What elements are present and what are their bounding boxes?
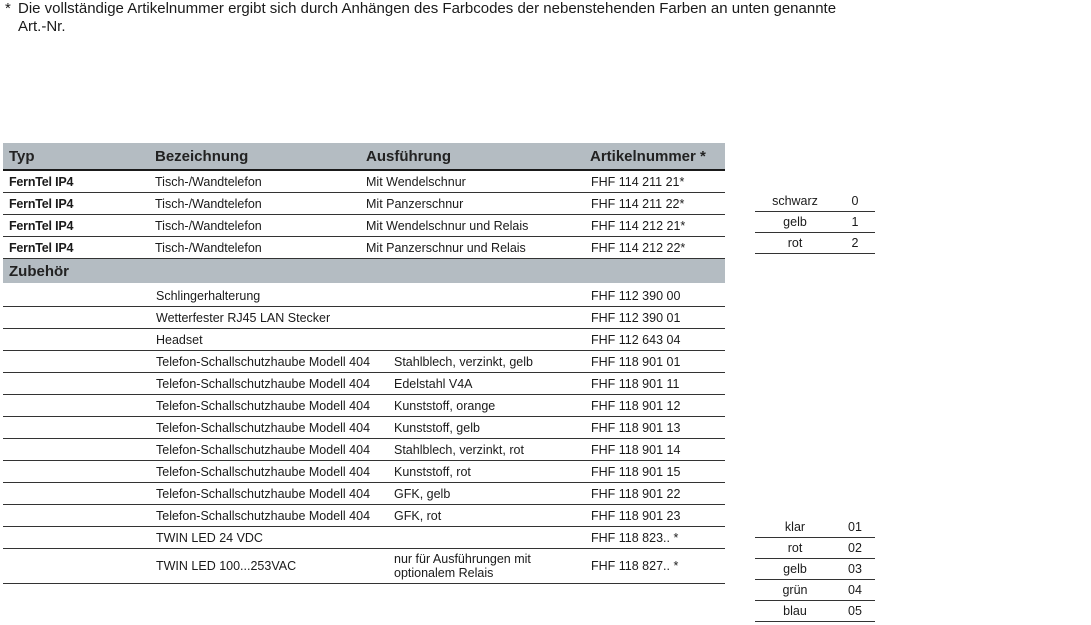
table-row — [3, 285, 725, 307]
cell-ausfuehrung: Kunststoff, rot — [394, 465, 471, 479]
color-code-table-phone — [755, 191, 875, 254]
section-header-zubehoer — [3, 259, 725, 285]
cell-ausfuehrung: Kunststoff, orange — [394, 399, 496, 413]
header-typ: Typ — [9, 148, 35, 165]
color-name: gelb — [783, 562, 807, 576]
cell-bezeichnung: Telefon-Schallschutzhaube Modell 404 — [156, 355, 371, 369]
cell-artnr: FHF 118 901 14 — [591, 443, 681, 457]
cell-bezeichnung: Telefon-Schallschutzhaube Modell 404 — [156, 487, 371, 501]
color-name: schwarz — [772, 194, 818, 208]
footnote — [5, 0, 865, 36]
cell-ausfuehrung: GFK, gelb — [394, 487, 451, 501]
cell-bezeichnung: Wetterfester RJ45 LAN Stecker — [156, 311, 331, 325]
color-code-row — [755, 538, 875, 559]
cell-bezeichnung: Telefon-Schallschutzhaube Modell 404 — [156, 465, 371, 479]
cell-artnr: FHF 112 390 00 — [591, 289, 681, 303]
table-row — [3, 215, 725, 237]
cell-artnr: FHF 118 901 01 — [591, 355, 681, 369]
color-code: 0 — [851, 194, 859, 208]
cell-artnr: FHF 114 212 21* — [591, 219, 686, 233]
color-name: klar — [784, 520, 806, 534]
cell-bezeichnung: Telefon-Schallschutzhaube Modell 404 — [156, 399, 371, 413]
color-name: grün — [782, 583, 808, 597]
cell-ausfuehrung: Stahlblech, verzinkt, rot — [394, 443, 524, 457]
header-bezeichnung: Bezeichnung — [155, 148, 249, 165]
table-row — [3, 527, 725, 549]
cell-artnr: FHF 114 212 22* — [591, 241, 686, 255]
cell-bezeichnung: TWIN LED 24 VDC — [156, 531, 263, 545]
header-ausfuehrung: Ausführung — [366, 148, 451, 165]
table-header — [3, 143, 725, 171]
cell-ausfuehrung: Edelstahl V4A — [394, 377, 473, 391]
color-name: blau — [783, 604, 807, 618]
cell-ausfuehrung: GFK, rot — [394, 509, 442, 523]
table-row — [3, 549, 725, 584]
cell-ausfuehrung: Mit Panzerschnur — [366, 197, 464, 211]
cell-ausfuehrung: Mit Wendelschnur — [366, 175, 466, 189]
color-code-table-led — [755, 517, 875, 622]
table-row — [3, 237, 725, 259]
table-row — [3, 417, 725, 439]
cell-ausfuehrung: Mit Panzerschnur und Relais — [366, 241, 526, 255]
color-code-row — [755, 559, 875, 580]
color-code: 05 — [848, 604, 862, 618]
cell-artnr: FHF 118 901 12 — [591, 399, 681, 413]
cell-artnr: FHF 118 823.. * — [591, 531, 679, 545]
color-code: 03 — [848, 562, 862, 576]
color-name: rot — [787, 236, 803, 250]
table-row — [3, 329, 725, 351]
color-code: 04 — [848, 583, 862, 597]
article-table — [3, 143, 725, 584]
section-title: Zubehör — [9, 263, 69, 280]
color-code-row — [755, 517, 875, 538]
cell-typ: FernTel IP4 — [9, 241, 74, 255]
color-code: 01 — [848, 520, 862, 534]
cell-bezeichnung: Telefon-Schallschutzhaube Modell 404 — [156, 509, 371, 523]
footnote-text: Die vollständige Artikelnummer ergibt sich durch Anhängen des Farbcodes der nebenstehenden Farben an unten genannte Art.-Nr. — [18, 0, 837, 35]
table-row — [3, 373, 725, 395]
cell-typ: FernTel IP4 — [9, 175, 74, 189]
color-name: rot — [787, 541, 803, 555]
cell-artnr: FHF 118 901 13 — [591, 421, 681, 435]
cell-typ: FernTel IP4 — [9, 197, 74, 211]
cell-artnr: FHF 118 901 23 — [591, 509, 681, 523]
color-code-row — [755, 601, 875, 622]
cell-ausfuehrung: Mit Wendelschnur und Relais — [366, 219, 529, 233]
cell-bezeichnung: Tisch-/Wandtelefon — [155, 197, 262, 211]
cell-bezeichnung: Schlingerhalterung — [156, 289, 261, 303]
cell-bezeichnung: Telefon-Schallschutzhaube Modell 404 — [156, 377, 371, 391]
color-code-row — [755, 580, 875, 601]
cell-artnr: FHF 118 901 11 — [591, 377, 680, 391]
footnote-marker: * — [5, 0, 11, 17]
cell-artnr: FHF 114 211 21* — [591, 175, 685, 189]
cell-ausfuehrung: Kunststoff, gelb — [394, 421, 480, 435]
cell-artnr: FHF 118 901 15 — [591, 465, 681, 479]
cell-artnr: FHF 112 390 01 — [591, 311, 681, 325]
header-artikelnummer: Artikelnummer * — [590, 148, 706, 165]
table-row — [3, 351, 725, 373]
color-code-row — [755, 212, 875, 233]
color-code: 2 — [851, 236, 859, 250]
cell-bezeichnung: Telefon-Schallschutzhaube Modell 404 — [156, 443, 371, 457]
cell-typ: FernTel IP4 — [9, 219, 74, 233]
cell-bezeichnung: TWIN LED 100...253VAC — [156, 559, 297, 573]
cell-bezeichnung: Tisch-/Wandtelefon — [155, 219, 262, 233]
cell-ausfuehrung: nur für Ausführungen mit optionalem Relais — [394, 552, 531, 580]
table-row — [3, 483, 725, 505]
table-row — [3, 461, 725, 483]
table-row — [3, 193, 725, 215]
cell-bezeichnung: Headset — [156, 333, 203, 347]
cell-ausfuehrung: Stahlblech, verzinkt, gelb — [394, 355, 533, 369]
cell-artnr: FHF 118 901 22 — [591, 487, 681, 501]
cell-bezeichnung: Tisch-/Wandtelefon — [155, 175, 262, 189]
cell-bezeichnung: Telefon-Schallschutzhaube Modell 404 — [156, 421, 371, 435]
table-row — [3, 395, 725, 417]
table-row — [3, 505, 725, 527]
cell-bezeichnung: Tisch-/Wandtelefon — [155, 241, 262, 255]
cell-artnr: FHF 118 827.. * — [591, 559, 679, 573]
color-name: gelb — [783, 215, 807, 229]
color-code: 1 — [851, 215, 859, 229]
table-row — [3, 439, 725, 461]
cell-artnr: FHF 114 211 22* — [591, 197, 685, 211]
color-code-row — [755, 233, 875, 254]
table-row — [3, 171, 725, 193]
table-row — [3, 307, 725, 329]
color-code-row — [755, 191, 875, 212]
cell-artnr: FHF 112 643 04 — [591, 333, 681, 347]
color-code: 02 — [848, 541, 862, 555]
